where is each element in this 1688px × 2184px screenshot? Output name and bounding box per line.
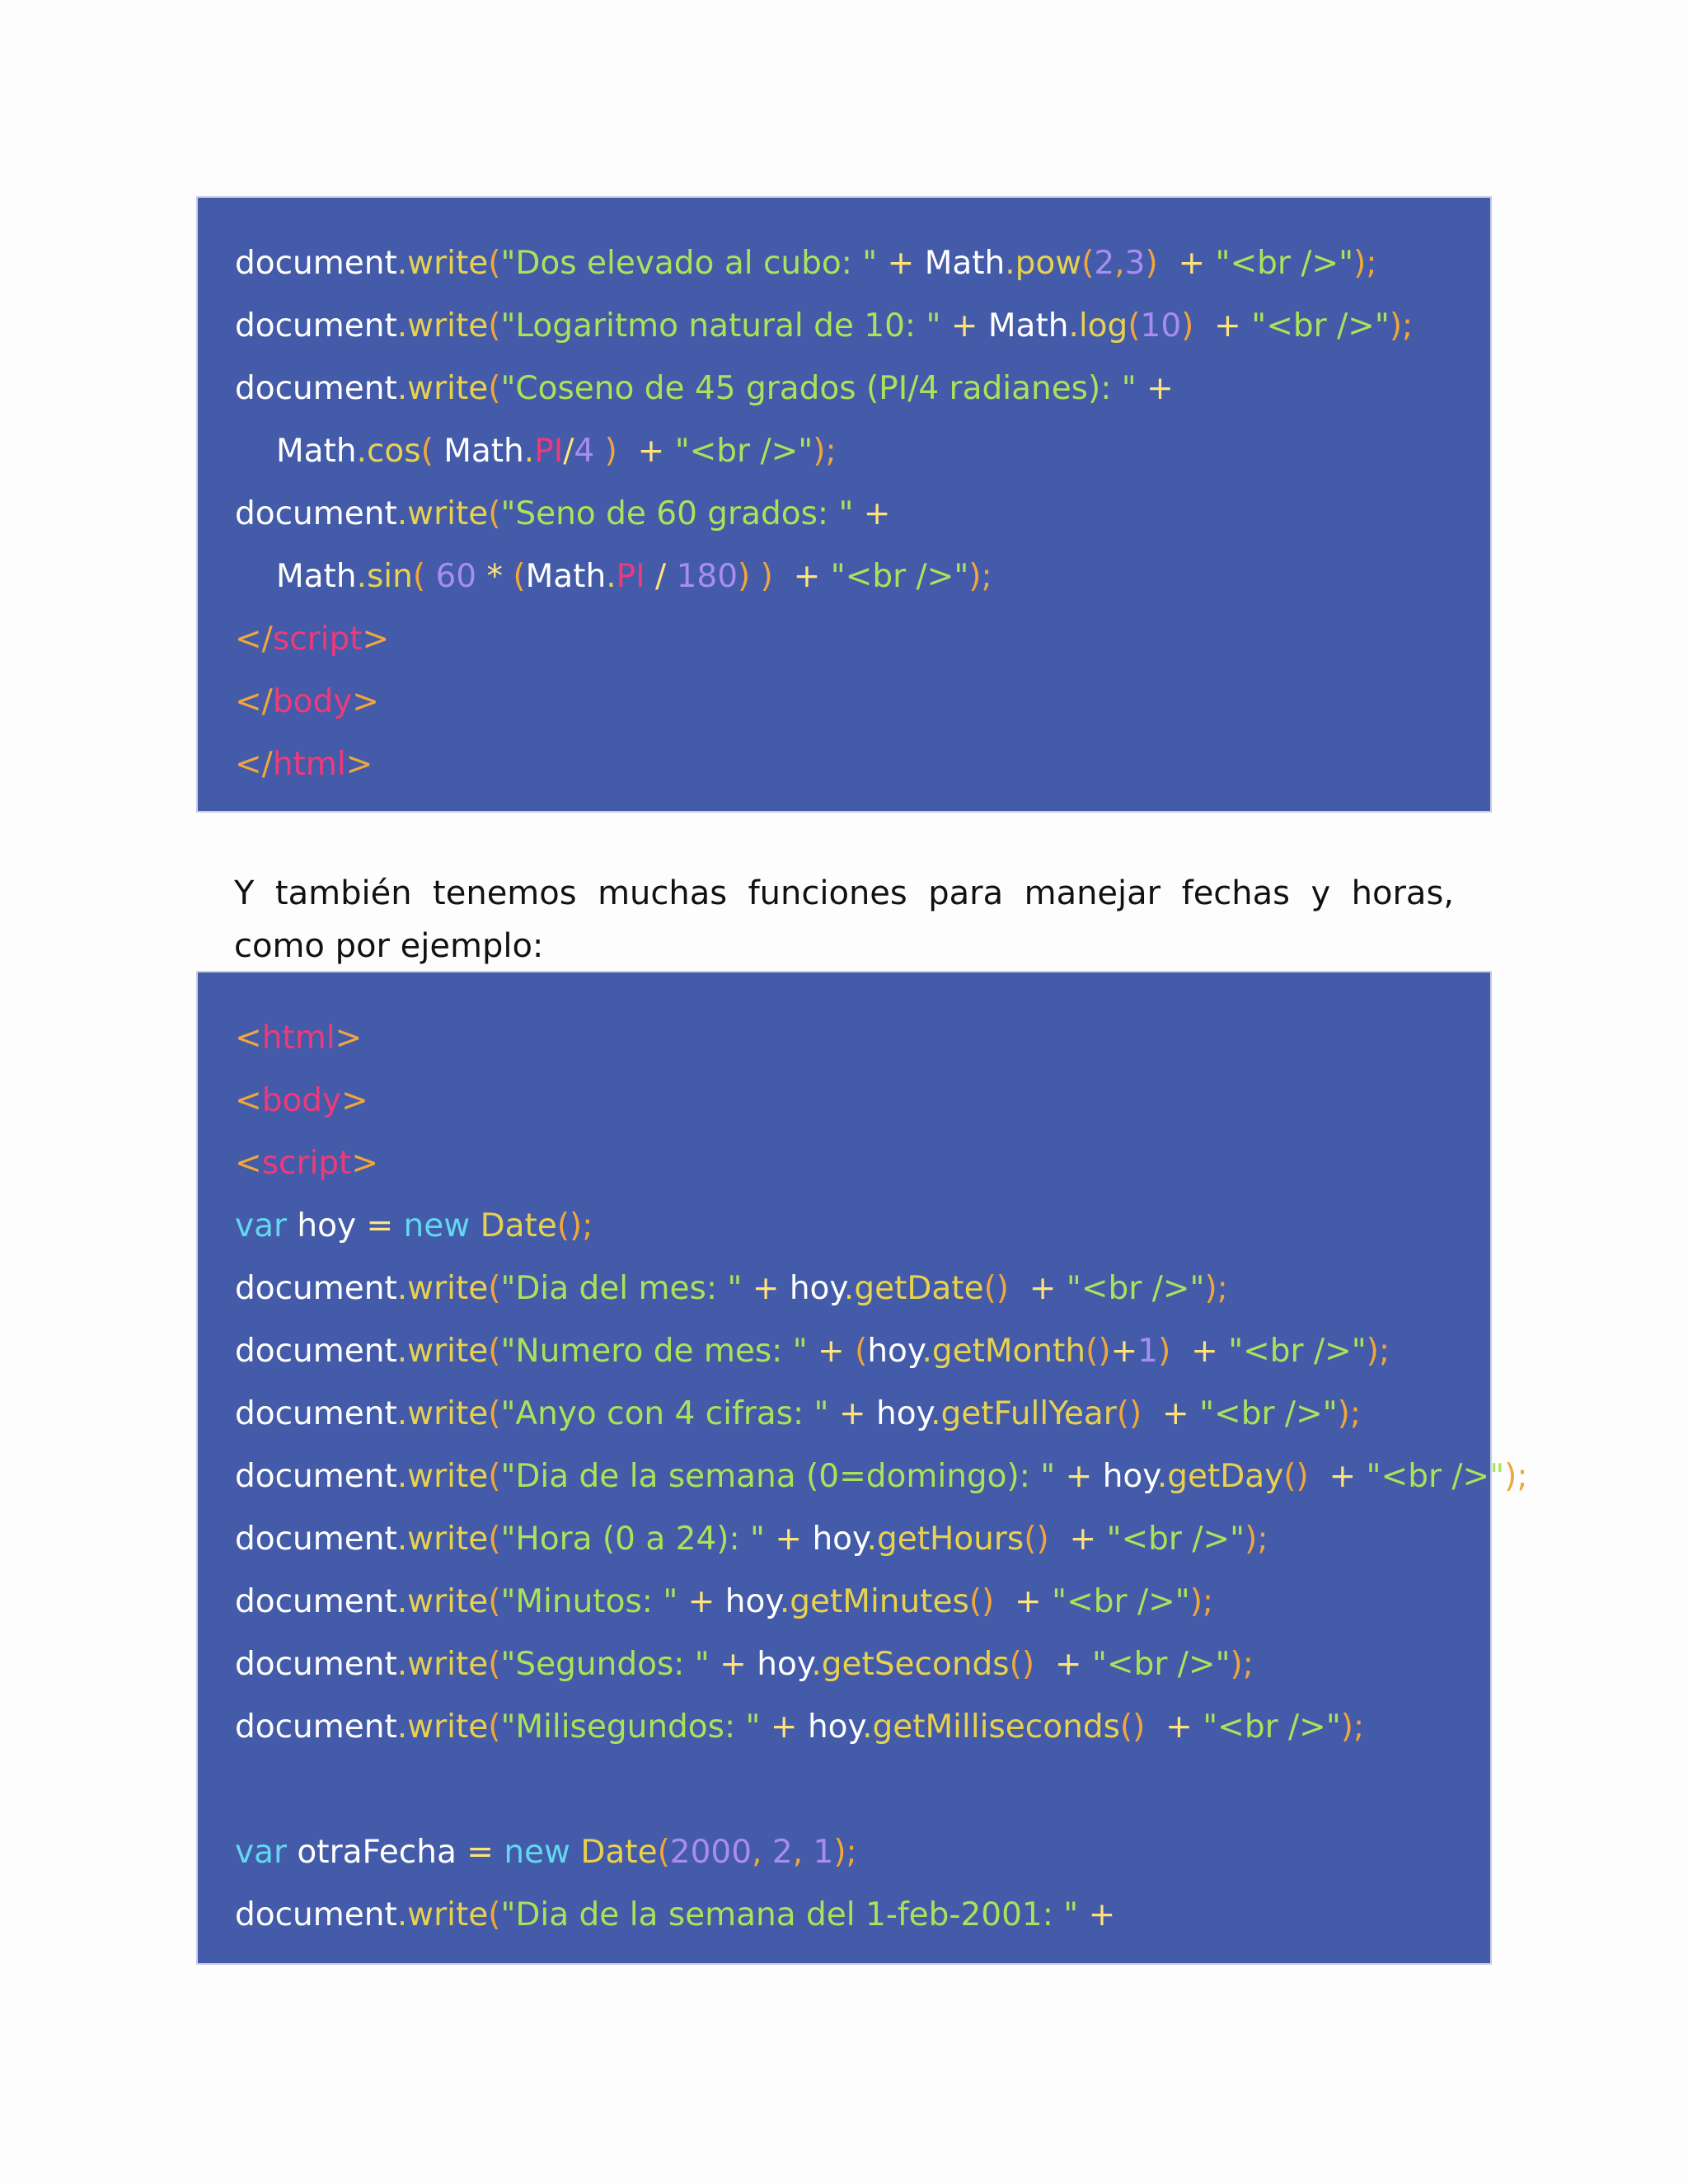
code-token: PI [616, 558, 645, 595]
code-token: Date [470, 1207, 557, 1244]
code-token: document [235, 370, 397, 407]
code-token: body [261, 1082, 342, 1119]
code-token: </ [235, 621, 273, 658]
code-line [235, 1821, 1490, 1884]
code-line [235, 608, 1490, 671]
code-token: + [940, 307, 988, 344]
code-token: ) ) [738, 558, 773, 595]
code-token: ( [488, 1708, 501, 1746]
code-token: + [1145, 1708, 1203, 1746]
code-token: PI [534, 433, 564, 470]
code-token: < [235, 1082, 262, 1119]
code-line [235, 1258, 1490, 1320]
code-token: ( [488, 495, 501, 532]
code-line [235, 1070, 1490, 1132]
code-token: "<br />" [1199, 1395, 1338, 1432]
code-token: ); [1389, 307, 1414, 344]
code-token: (); [556, 1207, 593, 1244]
code-token: ( [488, 1583, 501, 1620]
code-token: + [1048, 1521, 1107, 1558]
code-token: "Hora (0 a 24): " [500, 1521, 765, 1558]
code-token: document [235, 1521, 397, 1558]
code-token: > [351, 1145, 379, 1182]
code-token: document [235, 1896, 397, 1933]
code-token: () [1116, 1395, 1142, 1432]
code-token: > [341, 1082, 368, 1119]
code-token: "<br />" [1106, 1521, 1245, 1558]
code-line [235, 1383, 1490, 1446]
code-token: ); [833, 1834, 857, 1871]
code-token: + [617, 433, 675, 470]
code-token: + [1142, 1395, 1200, 1432]
code-token: "Dos elevado al cubo: " [500, 245, 878, 282]
code-token: () [1085, 1333, 1111, 1370]
code-token: </ [235, 683, 273, 720]
code-token: 1 [813, 1834, 834, 1871]
code-token: hoy [1102, 1458, 1157, 1495]
code-token: + [1308, 1458, 1367, 1495]
code-token: .cos [356, 433, 421, 470]
code-token: / [645, 558, 677, 595]
code-token: document [235, 245, 397, 282]
code-token: + [772, 558, 831, 595]
code-token: "Seno de 60 grados: " [500, 495, 854, 532]
code-token: = [467, 1834, 494, 1871]
code-token: hoy [724, 1583, 780, 1620]
code-token: "<br />" [1066, 1270, 1205, 1307]
code-token: 180 [676, 558, 738, 595]
code-token: .write [396, 1333, 489, 1370]
code-token: "Segundos: " [500, 1646, 710, 1683]
code-token: .write [396, 245, 489, 282]
code-token: Math [276, 558, 357, 595]
code-token: html [272, 746, 346, 783]
code-token: + [828, 1395, 876, 1432]
code-token: () [983, 1270, 1010, 1307]
code-token: ); [1366, 1333, 1390, 1370]
code-token: .log [1068, 307, 1128, 344]
code-token: document [235, 495, 397, 532]
code-token: ); [1353, 245, 1377, 282]
code-token: ); [1340, 1708, 1365, 1746]
code-token: document [235, 1708, 397, 1746]
code-line [235, 1320, 1490, 1383]
body-paragraph: Y también tenemos muchas funciones para manejar fechas y horas, como por ejemplo: [234, 874, 1454, 965]
code-token: .write [396, 495, 489, 532]
code-token: "Numero de mes: " [500, 1333, 808, 1370]
code-line [235, 295, 1490, 358]
code-line [235, 1195, 1490, 1258]
code-token: + [877, 245, 925, 282]
code-token: hoy [287, 1207, 367, 1244]
code-token: 60 [435, 558, 477, 595]
code-token: "<br />" [1228, 1333, 1367, 1370]
code-token: > [362, 621, 390, 658]
code-token: ( [657, 1834, 670, 1871]
code-token: () [968, 1583, 995, 1620]
code-token: ( [1128, 307, 1141, 344]
code-token: .write [396, 1708, 489, 1746]
code-token: . [606, 558, 617, 595]
code-token: , [792, 1834, 814, 1871]
code-block-dates [196, 971, 1528, 1965]
code-token: script [261, 1145, 352, 1182]
code-token: ); [813, 433, 837, 470]
code-token: .sin [356, 558, 413, 595]
code-token: .write [396, 1270, 489, 1307]
code-line [235, 1007, 1490, 1070]
code-token: .write [396, 1646, 489, 1683]
code-token: 10 [1140, 307, 1182, 344]
code-token: + [1110, 1333, 1138, 1370]
code-token: ( [488, 1395, 501, 1432]
code-token: .write [396, 1583, 489, 1620]
code-token: ( [488, 1333, 501, 1370]
code-token: "Minutos: " [500, 1583, 678, 1620]
code-token: hoy [812, 1521, 867, 1558]
code-token: .getDate [843, 1270, 984, 1307]
code-token: + [760, 1708, 808, 1746]
code-token: document [235, 1270, 397, 1307]
code-token: .getHours [866, 1521, 1025, 1558]
code-token: var [235, 1834, 288, 1871]
code-token: hoy [867, 1333, 922, 1370]
code-token: html [261, 1019, 335, 1057]
code-token: ); [1504, 1458, 1528, 1495]
code-token: Date [570, 1834, 658, 1871]
code-token: "Dia de la semana del 1-feb-2001: " [500, 1896, 1079, 1933]
code-line [235, 420, 1490, 483]
code-token: 4 [574, 433, 595, 470]
code-token: + [1170, 1333, 1229, 1370]
code-token: > [335, 1019, 363, 1057]
code-token: () [1283, 1458, 1309, 1495]
code-token: ( [488, 307, 501, 344]
code-line [235, 1633, 1490, 1696]
code-token: ( [488, 1270, 501, 1307]
code-token: 2 [771, 1834, 793, 1871]
code-token: ); [1189, 1583, 1214, 1620]
code-token: document [235, 1333, 397, 1370]
code-token: ( [488, 1521, 501, 1558]
code-token: "Logaritmo natural de 10: " [500, 307, 941, 344]
code-token: ) [1145, 245, 1158, 282]
code-token: + [1078, 1896, 1116, 1933]
code-token: + [807, 1333, 856, 1370]
code-token: ) [1181, 307, 1194, 344]
code-line [235, 232, 1490, 295]
code-token: , [1114, 245, 1125, 282]
code-token: "Dia del mes: " [500, 1270, 743, 1307]
code-token: .getDay [1156, 1458, 1284, 1495]
code-line [235, 733, 1490, 796]
code-token: * [476, 558, 513, 595]
code-line [235, 1696, 1490, 1759]
code-token: . [523, 433, 535, 470]
code-token: + [1034, 1646, 1092, 1683]
code-token: "Anyo con 4 cifras: " [500, 1395, 829, 1432]
code-token: + [1193, 307, 1252, 344]
code-token: > [345, 746, 373, 783]
code-token: "<br />" [1203, 1708, 1341, 1746]
code-token: ( [488, 1458, 501, 1495]
code-token: .getSeconds [811, 1646, 1010, 1683]
code-token: () [1024, 1521, 1049, 1558]
code-token: new [393, 1207, 471, 1244]
code-token: hoy [789, 1270, 844, 1307]
code-token: "<br />" [674, 433, 814, 470]
code-token: 1 [1137, 1333, 1159, 1370]
code-block-math [196, 196, 1492, 813]
code-token: ); [1245, 1521, 1268, 1558]
code-token: 2000 [669, 1834, 753, 1871]
code-token: , [752, 1834, 772, 1871]
code-token: ( [513, 558, 526, 595]
code-token: document [235, 1646, 397, 1683]
code-token: + [678, 1583, 725, 1620]
code-line [235, 1132, 1490, 1195]
code-token: .write [396, 307, 489, 344]
code-token: .getMilliseconds [862, 1708, 1120, 1746]
code-token: document [235, 307, 397, 344]
code-token: < [235, 1145, 262, 1182]
code-token: .write [396, 1395, 489, 1432]
code-token: + [853, 495, 891, 532]
code-token: Math [443, 433, 524, 470]
code-token: "<br />" [1215, 245, 1354, 282]
code-token: hoy [757, 1646, 812, 1683]
code-token: ) [594, 433, 617, 470]
code-token: ( [488, 245, 501, 282]
code-token: hoy [807, 1708, 863, 1746]
code-token: "<br />" [1251, 307, 1390, 344]
code-token: + [1055, 1458, 1103, 1495]
code-token: document [235, 1583, 397, 1620]
code-token: ( [855, 1333, 868, 1370]
code-token: hoy [875, 1395, 931, 1432]
code-token: + [1136, 370, 1174, 407]
code-token: .write [396, 1458, 489, 1495]
code-line [235, 671, 1490, 733]
code-line [235, 1508, 1490, 1571]
code-token: + [764, 1521, 813, 1558]
code-token: "<br />" [1091, 1646, 1231, 1683]
code-token: "Coseno de 45 grados (PI/4 radianes): " [500, 370, 1137, 407]
code-token: ); [1230, 1646, 1254, 1683]
code-token: .write [396, 1521, 489, 1558]
code-token: 2 [1094, 245, 1115, 282]
code-line [235, 1759, 1490, 1821]
code-line [235, 546, 1490, 608]
code-token: ( [420, 433, 444, 470]
code-token: body [272, 683, 353, 720]
code-token: ) [1158, 1333, 1171, 1370]
code-line [235, 1884, 1490, 1947]
code-token: "<br />" [1052, 1583, 1190, 1620]
code-token: document [235, 1458, 397, 1495]
code-token: ( [488, 370, 501, 407]
code-token: "<br />" [830, 558, 969, 595]
code-token: () [1119, 1708, 1146, 1746]
code-token: ); [1337, 1395, 1362, 1432]
code-token: ( [1081, 245, 1095, 282]
code-token: document [235, 1395, 397, 1432]
code-token: 3 [1124, 245, 1146, 282]
code-token: ( [488, 1646, 501, 1683]
code-line [235, 1446, 1528, 1508]
code-token: + [994, 1583, 1053, 1620]
code-token: + [1009, 1270, 1067, 1307]
code-token: "Dia de la semana (0=domingo): " [500, 1458, 1056, 1495]
code-token: + [742, 1270, 790, 1307]
code-line [235, 358, 1490, 420]
code-token: .getMonth [921, 1333, 1086, 1370]
code-line [235, 483, 1490, 546]
code-token: Math [525, 558, 607, 595]
code-token: .pow [1005, 245, 1082, 282]
code-token: ); [968, 558, 992, 595]
code-token: Math [987, 307, 1069, 344]
code-token: new [493, 1834, 570, 1871]
code-token: Math [924, 245, 1006, 282]
code-token: ( [488, 1896, 501, 1933]
code-token: + [1157, 245, 1216, 282]
code-token: "<br />" [1366, 1458, 1505, 1495]
code-token: / [563, 433, 574, 470]
code-token: > [352, 683, 379, 720]
code-token: ); [1204, 1270, 1228, 1307]
code-token: ( [412, 558, 436, 595]
code-token: </ [235, 746, 273, 783]
code-token: var [235, 1207, 288, 1244]
code-token: () [1009, 1646, 1035, 1683]
code-token: + [709, 1646, 757, 1683]
code-token: script [272, 621, 363, 658]
code-token: .getMinutes [779, 1583, 969, 1620]
code-token: .write [396, 370, 489, 407]
code-token: "Milisegundos: " [500, 1708, 761, 1746]
code-token: = [366, 1207, 394, 1244]
code-token: .write [396, 1896, 489, 1933]
code-token: otraFecha [287, 1834, 467, 1871]
code-token: .getFullYear [931, 1395, 1117, 1432]
code-token: Math [276, 433, 357, 470]
code-line [235, 1571, 1490, 1633]
code-token: < [235, 1019, 262, 1057]
